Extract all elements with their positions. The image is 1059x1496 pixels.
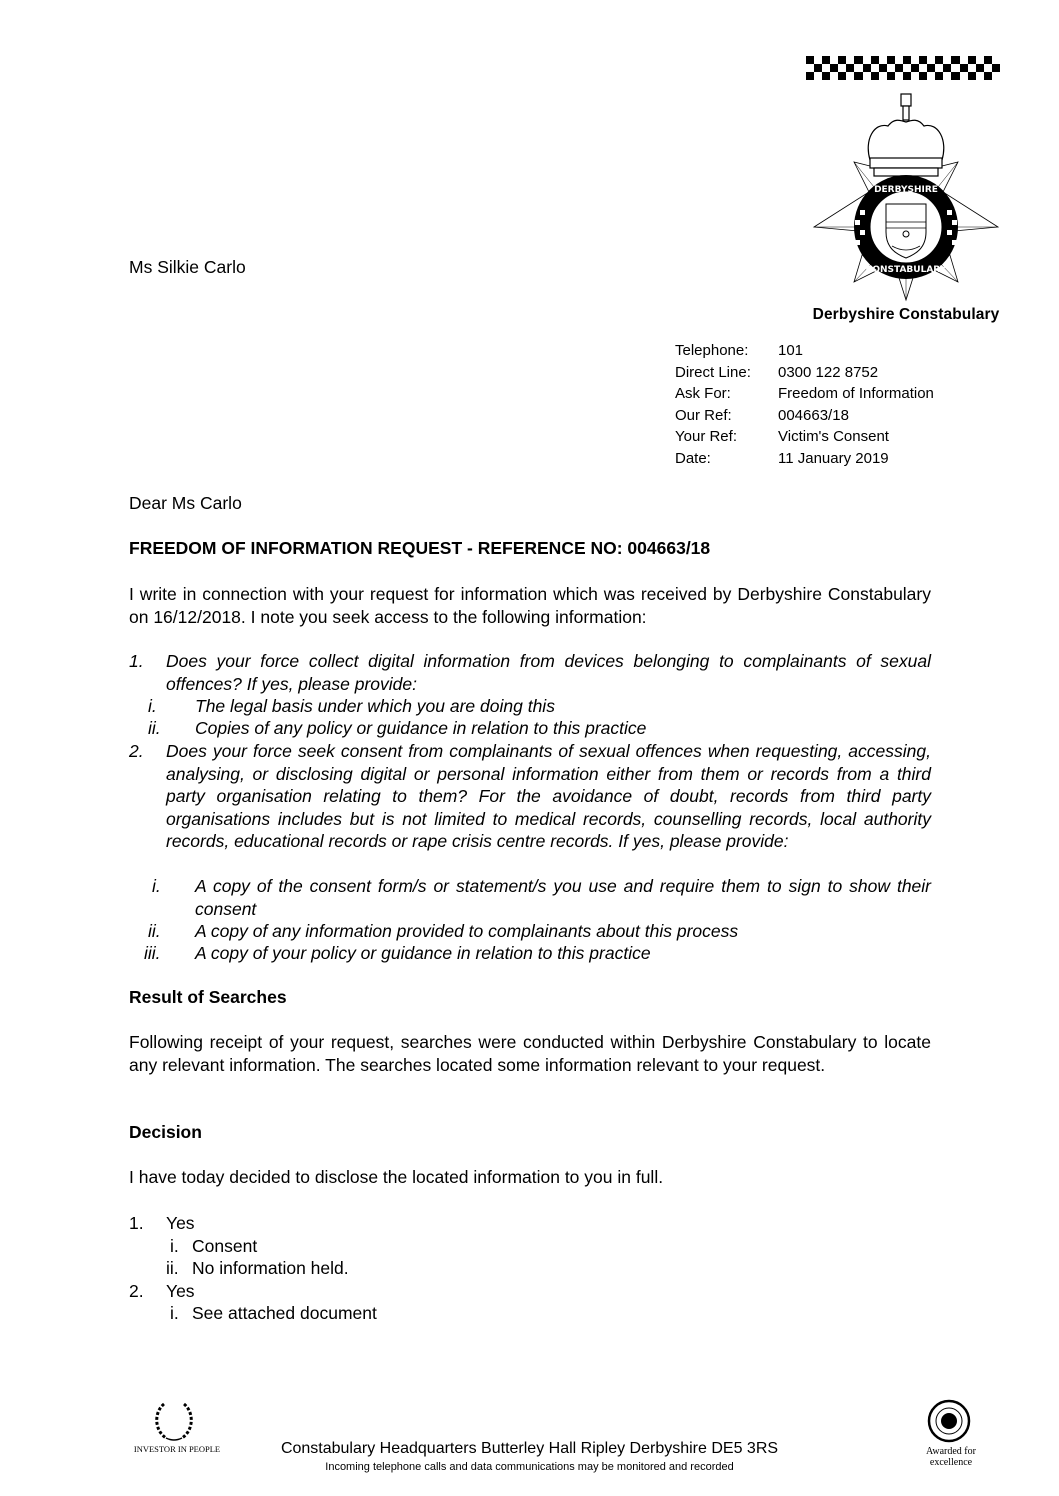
answer-text: Yes (166, 1213, 195, 1233)
decision-heading: Decision (129, 1122, 202, 1142)
detail-row-our-ref (675, 405, 934, 427)
subject-line: FREEDOM OF INFORMATION REQUEST - REFERENCE NO: 004663/18 (129, 538, 711, 558)
intro-paragraph: I write in connection with your request for information which was received by Derbyshire Constabulary on 16/12/2018. I note you seek access to the following information: (129, 584, 931, 627)
question-number: 2. (129, 741, 144, 761)
answer-sub-text: No information held. (192, 1258, 349, 1278)
investor-in-people-wreath-icon (150, 1398, 198, 1444)
answer-sub-mark: ii. (166, 1258, 179, 1278)
sub-text: A copy of your policy or guidance in relation to this practice (195, 943, 651, 963)
sub-mark: i. (152, 876, 161, 896)
detail-row-direct-line (675, 362, 934, 384)
detail-value: 101 (778, 342, 804, 359)
answer-sub-text: See attached document (192, 1303, 377, 1323)
answer-sub-text: Consent (192, 1236, 258, 1256)
detail-value: 0300 122 8752 (778, 363, 879, 381)
results-heading: Result of Searches (129, 987, 287, 1007)
question-number: 1. (129, 651, 144, 671)
answer-sub-mark: i. (170, 1303, 179, 1323)
sub-text: The legal basis under which you are doing this (195, 696, 555, 716)
answer-number: 2. (129, 1281, 144, 1301)
results-paragraph: Following receipt of your request, searches were conducted within Derbyshire Constabulary to locate any relevant information. The searches located some information relevant to your request. (129, 1032, 931, 1075)
detail-value: 004663/18 (778, 406, 849, 424)
sub-mark: ii. (148, 718, 161, 738)
detail-label: Direct Line: (675, 363, 751, 381)
sub-text: Copies of any policy or guidance in relation to this practice (195, 718, 647, 738)
svg-text:DERBYSHIRE: DERBYSHIRE (874, 185, 938, 195)
detail-value: Victim's Consent (778, 428, 889, 445)
footer-note: Incoming telephone calls and data communications may be monitored and recorded (325, 1461, 734, 1473)
detail-label: Ask For: (675, 385, 731, 402)
detail-row-date (675, 448, 934, 470)
detail-label: Telephone: (675, 342, 749, 359)
recipient-name: Ms Silkie Carlo (129, 257, 246, 277)
right-logo-caption: Awarded for excellence (926, 1446, 976, 1468)
sub-mark: ii. (148, 921, 161, 941)
decision-paragraph: I have today decided to disclose the located information to you in full. (129, 1167, 664, 1187)
charter-mark-icon (927, 1399, 971, 1443)
organisation-name: Derbyshire Constabulary (812, 306, 1000, 323)
footer-address: Constabulary Headquarters Butterley Hall Ripley Derbyshire DE5 3RS (280, 1440, 779, 1457)
sub-text: A copy of the consent form/s or statement/s you use and require them to sign to show their consent (195, 876, 931, 919)
svg-text:CONSTABULARY: CONSTABULARY (865, 265, 947, 275)
contact-details (675, 340, 934, 469)
detail-label: Your Ref: (675, 428, 737, 445)
answer-sub-mark: i. (170, 1236, 179, 1256)
detail-row-ask-for (675, 383, 934, 405)
sub-mark: iii. (144, 943, 161, 963)
checker-band (806, 56, 1000, 80)
police-crest-icon (808, 92, 1004, 302)
detail-label: Our Ref: (675, 406, 732, 424)
question-text: Does your force collect digital information from devices belonging to complainants of sexual offences? If yes, please provide: (166, 651, 931, 694)
detail-label: Date: (675, 449, 711, 467)
left-logo-caption: INVESTOR IN PEOPLE (133, 1444, 221, 1454)
question-text: Does your force seek consent from complainants of sexual offences when requesting, accessing, analysing, or disclosing digital or personal information either from them or records from a third party organisation relating to them? For the avoidance of doubt, records from third party organisations includes but is not limited to medical records, counselling records, local authority records, educational records or rape crisis centre records. If yes, please provide: (166, 741, 931, 851)
answer-text: Yes (166, 1281, 195, 1301)
answer-number: 1. (129, 1213, 144, 1233)
salutation: Dear Ms Carlo (129, 493, 242, 513)
sub-mark: i. (148, 696, 157, 716)
sub-text: A copy of any information provided to complainants about this process (195, 921, 739, 941)
detail-value: Freedom of Information (778, 385, 934, 402)
detail-row-telephone (675, 340, 934, 362)
detail-row-your-ref (675, 426, 934, 448)
detail-value: 11 January 2019 (778, 449, 889, 467)
